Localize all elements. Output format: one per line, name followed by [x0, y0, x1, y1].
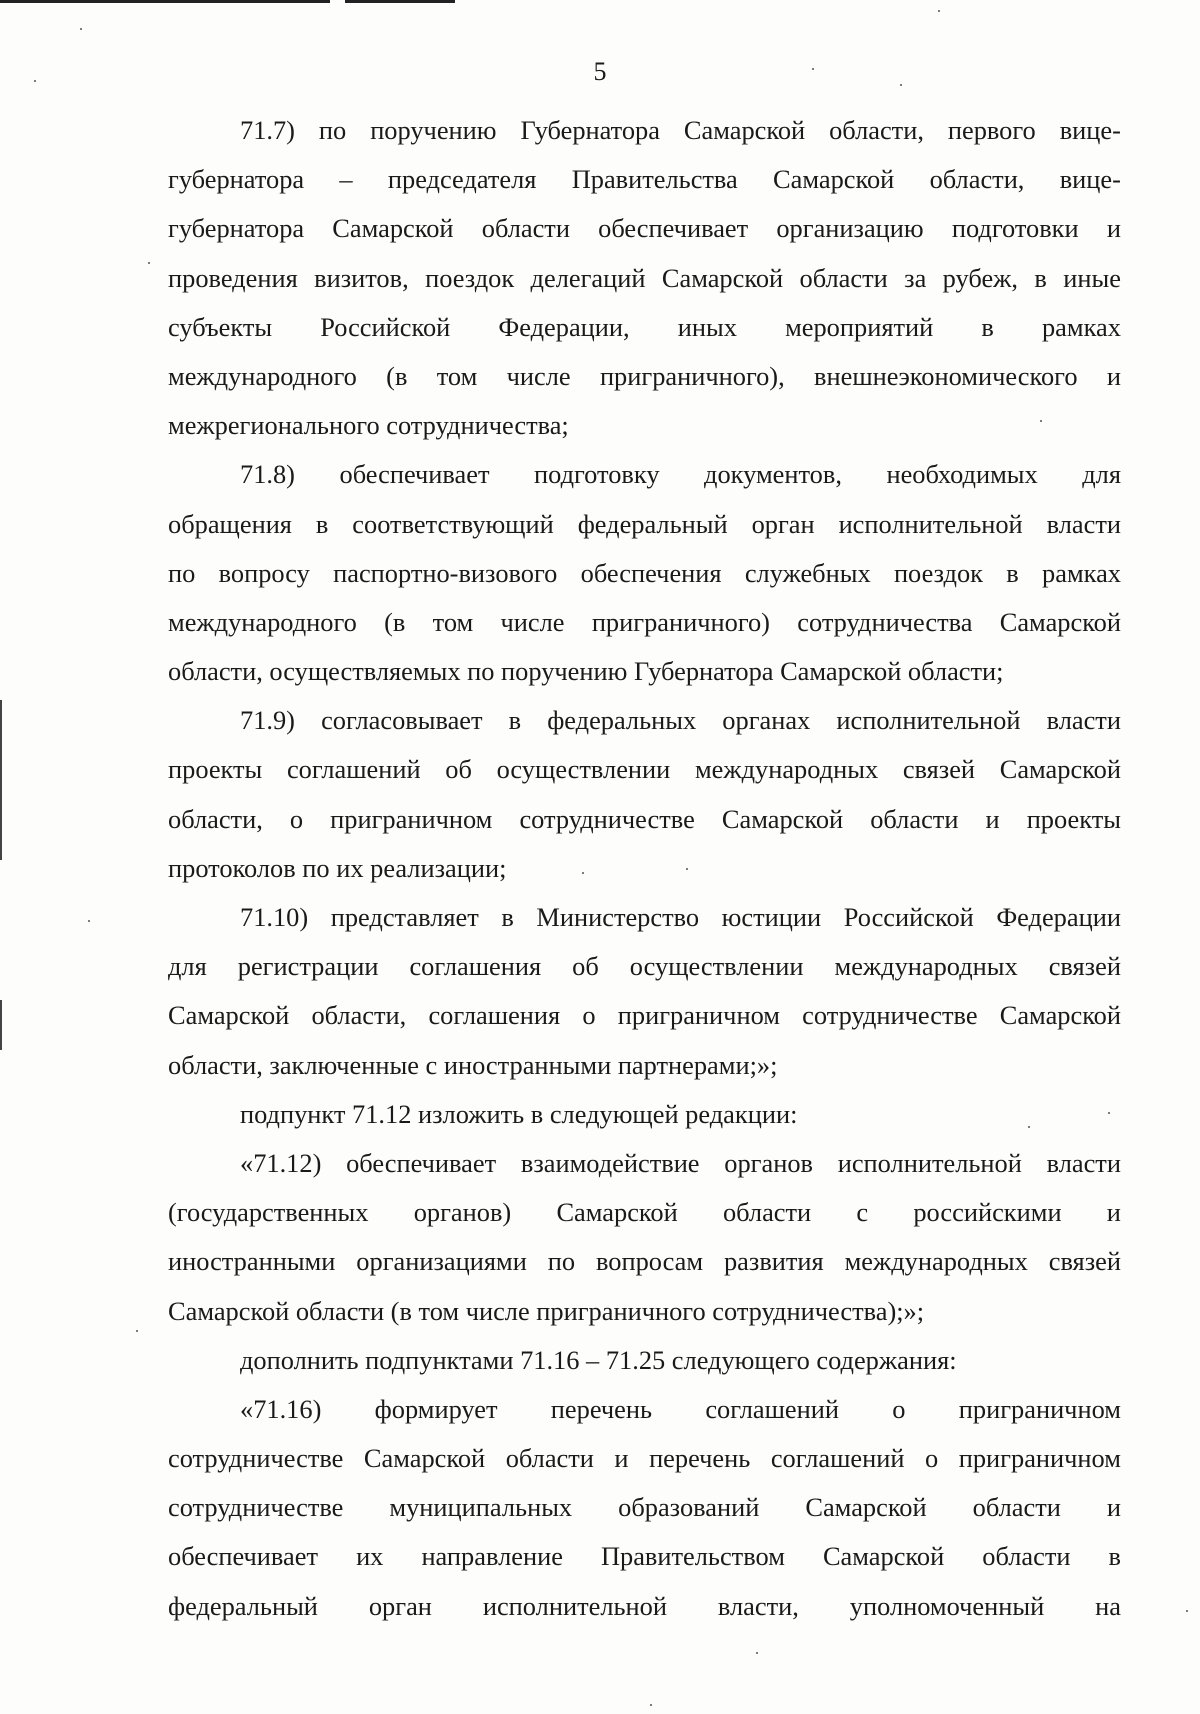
text-word: орган [368, 1590, 432, 1621]
text-word: для [1082, 459, 1121, 490]
scan-speck [938, 10, 940, 12]
text-word: приграничном [330, 803, 493, 834]
text-line [168, 1237, 1121, 1286]
text-line [168, 893, 1121, 942]
text-line [168, 795, 1121, 844]
text-line [168, 991, 1121, 1040]
text-word: в [981, 311, 994, 342]
text-word: российскими [913, 1197, 1062, 1228]
text-line-content: Самарской области (в том числе приграничного сотрудничества);»; [168, 1295, 925, 1326]
text-word: обеспечивает [339, 459, 490, 490]
text-word: субъекты [168, 311, 273, 342]
text-word: международного [168, 360, 357, 391]
text-word: власти [1046, 1147, 1121, 1178]
text-line [168, 1287, 1121, 1336]
text-word: Самарской [332, 213, 454, 244]
text-word: органов [724, 1147, 813, 1178]
text-line [168, 598, 1121, 647]
text-word: 71.10) [240, 902, 309, 932]
text-word: власти [1046, 508, 1121, 539]
text-line-content: области, осуществляемых по поручению Губернатора Самарской области; [168, 656, 1004, 687]
text-word: (государственных [168, 1197, 369, 1228]
scan-speck [136, 1330, 138, 1332]
text-word: необходимых [886, 459, 1038, 490]
text-word: связей [1048, 1246, 1121, 1277]
text-word: Самарской [999, 606, 1121, 637]
text-line-content: подпункт 71.12 изложить в следующей редакции: [240, 1098, 798, 1129]
scan-speck [1186, 1610, 1188, 1612]
text-word: организациями [356, 1246, 527, 1277]
scan-speck [34, 80, 36, 82]
text-word: служебных [744, 557, 871, 588]
text-line [168, 254, 1121, 303]
scan-speck [148, 262, 150, 264]
text-word: обеспечения [580, 557, 722, 588]
text-word: перечень [550, 1393, 653, 1424]
text-word: Российской [320, 311, 451, 342]
text-word: Самарской [822, 1541, 945, 1572]
text-word: области, [929, 164, 1025, 195]
document-body [168, 106, 1121, 1631]
text-word: Российской [843, 902, 974, 932]
text-word: и [1106, 213, 1121, 244]
text-line [168, 745, 1121, 794]
text-word: Федерации [996, 902, 1121, 932]
text-word: в [1108, 1541, 1121, 1572]
text-word: по [318, 115, 347, 145]
text-word: приграничном [617, 1000, 780, 1031]
text-word: федеральных [547, 705, 697, 736]
text-word: представляет [330, 902, 479, 932]
text-word: обеспечивает [168, 1541, 319, 1572]
scan-speck [1040, 420, 1042, 422]
text-line [168, 1385, 1121, 1434]
text-line [168, 106, 1121, 155]
text-word: муниципальных [389, 1492, 573, 1523]
scan-speck [650, 1704, 652, 1706]
text-line-content: дополнить подпунктами 71.16 – 71.25 следующего содержания: [240, 1344, 957, 1375]
text-word: в [501, 902, 514, 932]
text-word: губернатора [168, 213, 305, 244]
text-word: подготовки [951, 213, 1079, 244]
text-word: документов, [704, 459, 842, 490]
text-word: и [1106, 1492, 1121, 1523]
text-line [168, 1336, 1121, 1385]
text-word: том [436, 360, 478, 391]
text-word: области [870, 803, 959, 834]
text-word: внешнеэкономического [814, 360, 1078, 391]
text-word: соответствующий [352, 508, 554, 539]
text-word: для [168, 951, 207, 982]
text-word: на [1095, 1590, 1121, 1621]
text-line [168, 401, 1121, 450]
text-word: области, [829, 115, 924, 145]
text-line-content: области, заключенные с иностранными партнерами;»; [168, 1049, 778, 1080]
text-word: (в [386, 360, 408, 391]
top-rule-left [0, 0, 330, 3]
page-number: 5 [593, 57, 607, 86]
text-word: Самарской [999, 1000, 1121, 1031]
text-line [168, 155, 1121, 204]
text-line [168, 1041, 1121, 1090]
text-word: иностранными [168, 1246, 336, 1277]
text-word: Самарской [999, 754, 1121, 785]
text-word: взаимодействие [520, 1147, 700, 1178]
text-word: вице- [1059, 115, 1121, 145]
text-word: исполнительной [836, 705, 1021, 736]
text-word: вопросу [218, 557, 310, 588]
text-word: Самарской [363, 1443, 486, 1474]
text-line [168, 352, 1121, 401]
text-word: обеспечивает [598, 213, 749, 244]
text-word: юстиции [721, 902, 822, 932]
text-word: федеральный [577, 508, 728, 539]
text-line [168, 942, 1121, 991]
text-word: рамках [1041, 311, 1121, 342]
text-word: формирует [374, 1393, 498, 1424]
text-word: Правительства [571, 164, 738, 195]
text-word: исполнительной [482, 1590, 667, 1621]
text-line [168, 696, 1121, 745]
text-line [168, 647, 1121, 696]
text-word: направление [421, 1541, 563, 1572]
text-word: иных [677, 311, 737, 342]
text-word: и [1106, 360, 1121, 391]
text-word: сотрудничестве [168, 1443, 344, 1474]
scan-speck [582, 872, 584, 874]
text-word: проекты [1026, 803, 1121, 834]
text-word: международных [844, 1246, 1028, 1277]
text-word: приграничного), [599, 360, 785, 391]
text-word: Самарской [773, 164, 895, 195]
text-word: международных [834, 951, 1018, 982]
scan-speck [812, 68, 814, 70]
text-word: 71.7) [240, 115, 295, 145]
scan-speck [756, 1652, 758, 1654]
text-word: Губернатора [520, 115, 660, 145]
text-word: иные [1063, 262, 1121, 293]
text-word: 71.8) [240, 459, 295, 490]
text-word: Самарской [721, 803, 844, 834]
text-word: председателя [387, 164, 537, 195]
text-line [168, 500, 1121, 549]
text-word: соглашения [428, 1000, 561, 1031]
text-word: в [508, 705, 522, 736]
text-word: Самарской [805, 1492, 927, 1523]
top-rule-right [345, 0, 455, 3]
text-word: осуществлении [496, 754, 671, 785]
text-word: Правительством [600, 1541, 785, 1572]
text-word: о [892, 1393, 906, 1424]
scan-speck [686, 868, 688, 870]
left-edge-mark [0, 700, 2, 860]
text-word: и [985, 803, 1000, 834]
text-line [168, 1532, 1121, 1581]
text-word: 71.9) [240, 705, 295, 736]
text-line [168, 844, 1121, 893]
scan-speck [900, 84, 902, 86]
text-word: числе [506, 360, 571, 391]
text-word: губернатора [168, 164, 305, 195]
text-word: делегаций [530, 262, 646, 293]
text-line [168, 1188, 1121, 1237]
text-word: проекты [168, 754, 263, 785]
text-word: международного [168, 606, 357, 637]
text-word: Самарской [556, 1197, 678, 1228]
text-word: федеральный [168, 1590, 318, 1621]
text-word: Федерации, [498, 311, 630, 342]
text-word: образований [618, 1492, 760, 1523]
text-word: власти, [717, 1590, 799, 1621]
text-word: развития [723, 1246, 824, 1277]
text-word: власти [1046, 705, 1121, 736]
text-word: первого [947, 115, 1036, 145]
scan-speck [1108, 1112, 1110, 1114]
text-word: поездок [893, 557, 984, 588]
text-word: сотрудничестве [519, 803, 695, 834]
text-word: орган [751, 508, 815, 539]
text-word: вопросам [595, 1246, 704, 1277]
text-word: «71.12) [240, 1147, 322, 1178]
text-word: приграничном [958, 1393, 1121, 1424]
text-word: Самарской [683, 115, 806, 145]
text-line [168, 1582, 1121, 1631]
text-word: связей [902, 754, 976, 785]
text-word: Самарской [661, 262, 784, 293]
text-word: органов) [413, 1197, 512, 1228]
text-word: проведения [168, 262, 298, 293]
text-word: соглашения [409, 951, 542, 982]
text-word: вице- [1059, 164, 1121, 195]
left-edge-mark [0, 1000, 2, 1050]
scan-speck [88, 920, 90, 922]
text-word: о [925, 1443, 939, 1474]
text-word: и [614, 1443, 629, 1474]
text-line [168, 1139, 1121, 1188]
text-word: сотрудничества [797, 606, 973, 637]
text-word: поручению [370, 115, 497, 145]
text-word: «71.16) [240, 1393, 322, 1424]
text-word: соглашений [286, 754, 421, 785]
text-line [168, 1483, 1121, 1532]
text-word: согласовывает [321, 705, 483, 736]
text-word: – [339, 164, 353, 195]
text-word: приграничного) [591, 606, 770, 637]
text-line [168, 1090, 1121, 1139]
text-line-content: межрегионального сотрудничества; [168, 410, 569, 441]
text-word: с [856, 1197, 869, 1228]
text-line [168, 303, 1121, 352]
text-word: уполномоченный [849, 1590, 1045, 1621]
text-word: об [572, 951, 599, 982]
text-word: исполнительной [838, 508, 1023, 539]
text-word: и [1106, 1197, 1121, 1228]
text-word: том [432, 606, 474, 637]
text-word: осуществлении [629, 951, 804, 982]
text-word: в [1006, 557, 1019, 588]
text-word: по [547, 1246, 576, 1277]
text-word: исполнительной [837, 1147, 1022, 1178]
text-word: Самарской [168, 1000, 290, 1031]
text-word: обеспечивает [346, 1147, 497, 1178]
text-word: соглашений [770, 1443, 905, 1474]
text-word: области [722, 1197, 812, 1228]
text-word: числе [500, 606, 565, 637]
text-word: об [445, 754, 472, 785]
text-word: органах [722, 705, 811, 736]
text-word: подготовку [534, 459, 660, 490]
scan-speck [1028, 1126, 1030, 1128]
text-line [168, 549, 1121, 598]
text-word: о [289, 803, 304, 834]
text-line-content: протоколов по их реализации; [168, 852, 507, 883]
text-word: области [982, 1541, 1071, 1572]
text-word: области [799, 262, 888, 293]
text-word: области [481, 213, 570, 244]
text-word: перечень [649, 1443, 751, 1474]
text-word: мероприятий [785, 311, 934, 342]
text-word: за [904, 262, 927, 293]
text-word: соглашений [705, 1393, 839, 1424]
text-word: Министерство [536, 902, 700, 932]
text-word: в [315, 508, 329, 539]
text-word: области, [311, 1000, 407, 1031]
text-word: поездок [425, 262, 515, 293]
text-word: о [582, 1000, 596, 1031]
text-word: приграничном [958, 1443, 1121, 1474]
text-word: международных [694, 754, 879, 785]
text-word: обращения [168, 508, 292, 539]
text-word: сотрудничестве [168, 1492, 344, 1523]
text-line [168, 450, 1121, 499]
text-word: сотрудничестве [802, 1000, 978, 1031]
text-word: области [505, 1443, 594, 1474]
scan-speck [80, 28, 82, 30]
text-word: рубеж, [942, 262, 1018, 293]
text-word: по [168, 557, 196, 588]
text-word: визитов, [314, 262, 409, 293]
text-word: регистрации [237, 951, 379, 982]
text-word: организацию [776, 213, 924, 244]
text-word: связей [1048, 951, 1121, 982]
text-word: рамках [1042, 557, 1121, 588]
text-word: их [356, 1541, 384, 1572]
text-word: в [1034, 262, 1047, 293]
text-line [168, 1434, 1121, 1483]
text-word: (в [384, 606, 406, 637]
text-word: области [972, 1492, 1061, 1523]
text-word: паспортно-визового [333, 557, 558, 588]
text-word: области, [168, 803, 263, 834]
text-line [168, 204, 1121, 253]
